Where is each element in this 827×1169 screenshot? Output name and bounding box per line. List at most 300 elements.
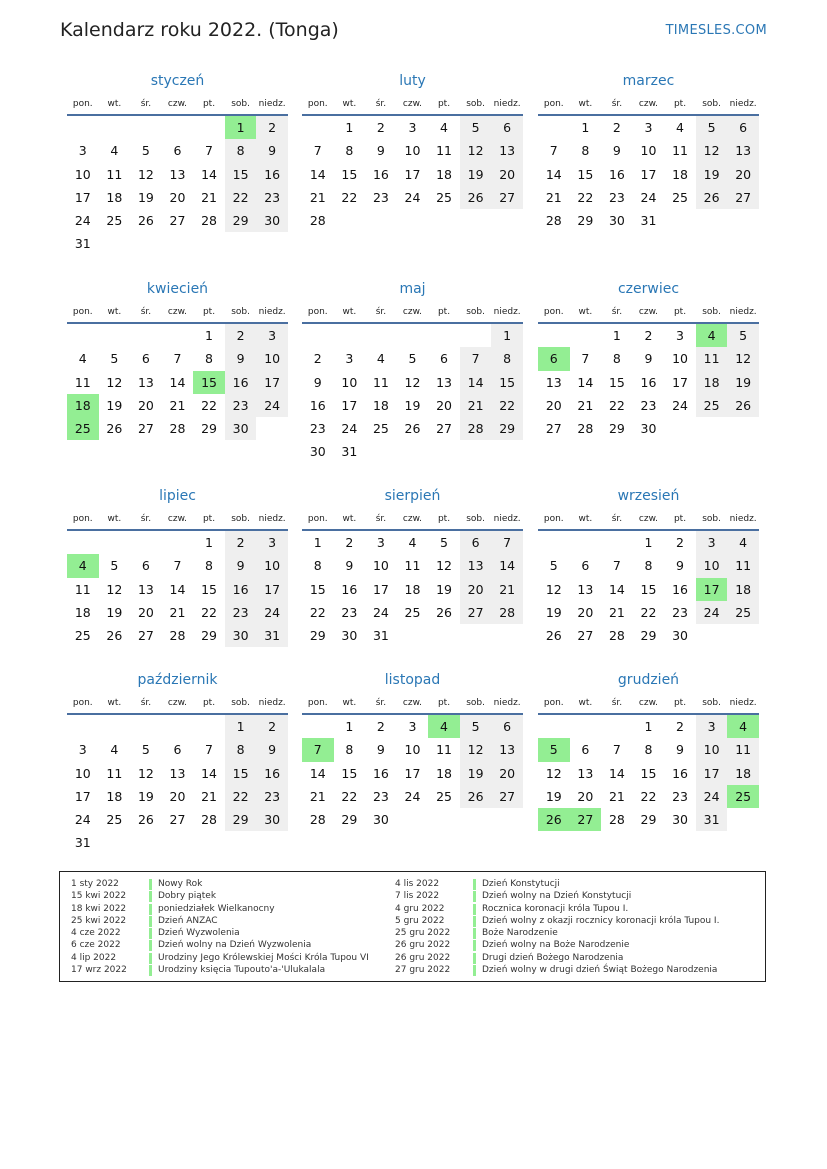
weekday-label: pt.: [202, 307, 216, 317]
day-cell: 23: [672, 604, 688, 620]
day-cell: 11: [106, 765, 123, 781]
day-cell: 10: [74, 765, 91, 781]
weekday-label: śr.: [375, 307, 387, 317]
weekday-label: sob.: [466, 514, 485, 524]
legend-date: 1 sty 2022: [71, 879, 119, 889]
legend-holiday-name: Dzień wolny w drugi dzień Świąt Bożego Narodzenia: [482, 965, 718, 976]
day-cell: 13: [436, 374, 452, 390]
day-cell: 20: [137, 397, 154, 413]
month-czerwiec: [538, 280, 759, 440]
empty-cell: [99, 715, 131, 738]
day-cell: 15: [608, 374, 625, 390]
day-cell: 10: [696, 738, 728, 761]
weekday-label: czw.: [402, 514, 422, 524]
weekday-label: pon.: [72, 307, 93, 317]
empty-cell: [334, 324, 366, 347]
day-cell: 4: [408, 535, 417, 550]
day-cell: 29: [225, 808, 257, 831]
day-cell: 16: [372, 166, 389, 182]
day-cell: 5: [408, 351, 417, 367]
legend-color-bar: [473, 904, 476, 915]
weekday-header: [67, 695, 288, 711]
day-cell: 19: [137, 788, 154, 804]
day-cell: 27: [577, 628, 594, 644]
day-cell: 6: [581, 558, 590, 574]
day-cell: 21: [577, 397, 594, 413]
day-cell: 18: [404, 581, 421, 597]
day-cell: 10: [640, 143, 657, 159]
weekday-label: wt.: [342, 514, 357, 524]
day-cell: 21: [460, 394, 492, 417]
weekday-label: czw.: [638, 99, 658, 109]
weekday-label: wt.: [578, 307, 593, 317]
day-cell: 26: [727, 394, 759, 417]
day-cell: 31: [640, 213, 657, 229]
day-cell: 19: [106, 604, 123, 620]
day-cell: 16: [256, 762, 288, 785]
day-cell: 21: [169, 604, 186, 620]
day-cell: 5: [141, 742, 150, 758]
day-cell: 16: [341, 581, 358, 597]
month-name: wrzesień: [617, 488, 680, 504]
day-grid: [302, 531, 523, 647]
day-cell: 28: [309, 812, 326, 828]
month-listopad: [302, 671, 523, 831]
day-cell: 18: [106, 189, 123, 205]
day-cell: 14: [169, 374, 186, 390]
empty-cell: [99, 324, 131, 347]
day-grid: [302, 116, 523, 232]
holiday-day-cell: 4: [727, 715, 759, 738]
day-cell: 24: [696, 785, 728, 808]
day-cell: 3: [644, 120, 653, 135]
day-cell: 28: [309, 213, 326, 229]
day-cell: 21: [608, 604, 625, 620]
day-cell: 7: [205, 143, 213, 159]
legend-color-bar: [473, 891, 476, 902]
day-cell: 30: [256, 808, 288, 831]
weekday-label: czw.: [167, 514, 187, 524]
month-lipiec: [67, 487, 288, 647]
empty-cell: [67, 715, 99, 738]
weekday-label: czw.: [638, 698, 658, 708]
day-cell: 1: [205, 535, 213, 550]
day-cell: 16: [672, 765, 688, 781]
day-cell: 16: [256, 163, 288, 186]
legend-date: 4 lip 2022: [71, 952, 117, 963]
weekday-label: śr.: [375, 698, 387, 708]
month-name: styczeń: [150, 73, 205, 89]
day-cell: 12: [696, 139, 728, 162]
day-cell: 2: [225, 531, 257, 554]
day-grid: [538, 531, 759, 647]
day-cell: 17: [256, 371, 288, 394]
legend-color-bar: [149, 965, 152, 976]
day-cell: 12: [106, 581, 123, 597]
day-cell: 3: [78, 742, 87, 758]
day-cell: 15: [225, 163, 257, 186]
day-cell: 30: [608, 213, 625, 229]
day-cell: 10: [372, 558, 389, 574]
day-cell: 6: [491, 715, 523, 738]
day-cell: 24: [672, 397, 688, 413]
day-cell: 20: [436, 397, 452, 413]
legend-item: [71, 903, 369, 915]
empty-cell: [130, 324, 162, 347]
day-cell: 4: [78, 351, 87, 367]
day-cell: 11: [404, 558, 421, 574]
day-cell: 19: [460, 762, 492, 785]
weekday-label: pon.: [543, 514, 564, 524]
legend-color-bar: [473, 916, 476, 927]
day-cell: 17: [672, 374, 688, 390]
weekday-label: pt.: [673, 99, 687, 109]
day-cell: 30: [640, 421, 657, 437]
day-cell: 6: [141, 558, 150, 574]
day-cell: 19: [137, 189, 154, 205]
weekday-label: śr.: [375, 99, 387, 109]
day-cell: 15: [309, 581, 326, 597]
day-cell: 11: [372, 374, 389, 390]
day-cell: 3: [696, 715, 728, 738]
day-cell: 20: [169, 189, 186, 205]
weekday-label: pt.: [202, 514, 216, 524]
day-cell: 18: [372, 397, 389, 413]
weekday-header: [538, 96, 759, 112]
weekday-label: czw.: [402, 307, 422, 317]
day-cell: 25: [404, 604, 421, 620]
day-cell: 10: [74, 166, 91, 182]
day-cell: 11: [436, 143, 452, 159]
month-name: listopad: [384, 672, 441, 688]
empty-cell: [302, 715, 334, 738]
day-cell: 28: [577, 421, 594, 437]
day-cell: 11: [74, 374, 91, 390]
weekday-label: sob.: [702, 514, 721, 524]
day-cell: 29: [608, 421, 625, 437]
empty-cell: [67, 116, 99, 139]
legend-holiday-name: Urodziny Jego Królewskiej Mości Króla Tupou VI: [158, 952, 369, 963]
holiday-day-cell: 4: [428, 715, 460, 738]
day-cell: 28: [608, 812, 625, 828]
month-name: marzec: [622, 73, 675, 89]
day-cell: 19: [106, 397, 123, 413]
day-cell: 13: [577, 765, 594, 781]
day-cell: 21: [309, 189, 326, 205]
day-cell: 14: [309, 166, 326, 182]
day-cell: 24: [341, 421, 358, 437]
day-cell: 21: [608, 788, 625, 804]
legend-date: 4 cze 2022: [71, 928, 121, 939]
day-cell: 30: [309, 444, 326, 460]
day-cell: 3: [345, 351, 354, 367]
day-cell: 19: [727, 371, 759, 394]
legend-color-bar: [149, 928, 152, 939]
legend-holiday-name: poniedziałek Wielkanocny: [158, 903, 275, 914]
day-cell: 31: [74, 835, 91, 851]
weekday-label: sob.: [231, 307, 250, 317]
day-cell: 18: [727, 578, 759, 601]
day-cell: 3: [696, 531, 728, 554]
weekday-label: czw.: [402, 698, 422, 708]
day-cell: 20: [727, 163, 759, 186]
day-cell: 6: [173, 143, 182, 159]
weekday-header: [302, 511, 523, 527]
day-cell: 24: [256, 601, 288, 624]
day-cell: 3: [256, 531, 288, 554]
day-cell: 28: [608, 628, 625, 644]
legend-item: [395, 927, 719, 939]
day-cell: 15: [640, 765, 657, 781]
weekday-label: niedz.: [729, 514, 757, 524]
day-cell: 13: [491, 738, 523, 761]
legend-color-bar: [473, 953, 476, 964]
month-styczeń: [67, 72, 288, 256]
day-cell: 30: [225, 624, 257, 647]
day-cell: 4: [440, 120, 448, 135]
empty-cell: [570, 715, 602, 738]
month-wrzesień: [538, 487, 759, 647]
day-cell: 23: [372, 189, 389, 205]
day-cell: 5: [141, 143, 150, 159]
legend-holiday-name: Dzień Konstytucji: [482, 879, 560, 889]
day-cell: 25: [727, 601, 759, 624]
day-cell: 27: [169, 812, 186, 828]
day-cell: 12: [727, 347, 759, 370]
day-cell: 8: [225, 139, 257, 162]
month-maj: [302, 280, 523, 464]
weekday-label: sob.: [466, 698, 485, 708]
day-cell: 2: [345, 535, 354, 550]
weekday-header: [302, 304, 523, 320]
day-cell: 22: [225, 785, 257, 808]
day-cell: 23: [672, 788, 688, 804]
day-cell: 5: [110, 351, 119, 367]
day-cell: 20: [491, 163, 523, 186]
day-cell: 7: [173, 351, 182, 367]
day-cell: 10: [672, 351, 688, 367]
empty-cell: [365, 324, 397, 347]
month-name: grudzień: [617, 672, 680, 688]
day-cell: 13: [137, 374, 154, 390]
weekday-label: czw.: [638, 514, 658, 524]
day-cell: 8: [225, 738, 257, 761]
empty-cell: [570, 531, 602, 554]
day-cell: 16: [372, 765, 389, 781]
legend-item: [395, 890, 719, 902]
empty-cell: [428, 324, 460, 347]
day-cell: 20: [460, 578, 492, 601]
holiday-day-cell: 4: [696, 324, 728, 347]
weekday-label: pt.: [673, 514, 687, 524]
day-cell: 8: [345, 742, 354, 758]
legend-item: [395, 915, 719, 927]
day-cell: 15: [341, 166, 358, 182]
empty-cell: [302, 324, 334, 347]
legend-item: [71, 890, 369, 902]
day-cell: 25: [696, 394, 728, 417]
day-cell: 3: [408, 120, 417, 135]
weekday-label: sob.: [466, 307, 485, 317]
day-cell: 17: [696, 762, 728, 785]
day-grid: [67, 324, 288, 440]
day-cell: 20: [169, 788, 186, 804]
day-cell: 18: [696, 371, 728, 394]
site-logo-link[interactable]: TIMESLES.COM: [665, 23, 767, 38]
day-cell: 9: [376, 143, 385, 159]
day-cell: 29: [341, 812, 358, 828]
day-cell: 2: [225, 324, 257, 347]
day-grid: [67, 531, 288, 647]
weekday-label: śr.: [611, 698, 623, 708]
weekday-label: wt.: [342, 698, 357, 708]
empty-cell: [193, 116, 225, 139]
weekday-label: czw.: [167, 307, 187, 317]
day-cell: 7: [491, 531, 523, 554]
day-cell: 5: [727, 324, 759, 347]
day-cell: 23: [309, 421, 326, 437]
empty-cell: [538, 715, 570, 738]
weekday-label: niedz.: [258, 514, 286, 524]
day-cell: 28: [460, 417, 492, 440]
legend-color-bar: [149, 953, 152, 964]
day-cell: 22: [640, 604, 657, 620]
day-cell: 12: [545, 765, 562, 781]
day-cell: 25: [74, 628, 91, 644]
holiday-day-cell: 25: [67, 417, 99, 440]
day-cell: 17: [341, 397, 358, 413]
weekday-label: wt.: [107, 99, 122, 109]
day-cell: 1: [491, 324, 523, 347]
weekday-label: śr.: [140, 514, 152, 524]
holiday-day-cell: 6: [538, 347, 570, 370]
day-cell: 18: [672, 166, 688, 182]
day-cell: 4: [676, 120, 684, 135]
weekday-label: pt.: [437, 99, 451, 109]
day-cell: 15: [640, 581, 657, 597]
day-cell: 13: [169, 765, 186, 781]
day-cell: 2: [676, 719, 684, 734]
day-cell: 26: [460, 186, 492, 209]
weekday-label: niedz.: [493, 698, 521, 708]
day-cell: 17: [404, 166, 421, 182]
weekday-label: czw.: [402, 99, 422, 109]
day-cell: 18: [436, 765, 452, 781]
day-cell: 20: [577, 604, 594, 620]
day-cell: 29: [491, 417, 523, 440]
day-cell: 18: [74, 604, 91, 620]
legend-holiday-name: Dzień Wyzwolenia: [158, 928, 240, 939]
day-cell: 5: [696, 116, 728, 139]
empty-cell: [162, 324, 194, 347]
day-cell: 5: [110, 558, 119, 574]
day-cell: 1: [644, 719, 653, 734]
day-cell: 24: [74, 213, 91, 229]
weekday-label: pon.: [72, 99, 93, 109]
legend-item: [71, 939, 369, 951]
weekday-header: [538, 304, 759, 320]
weekday-label: sob.: [231, 698, 250, 708]
day-cell: 17: [372, 581, 389, 597]
legend-item: [71, 878, 369, 890]
day-cell: 22: [225, 186, 257, 209]
day-cell: 28: [169, 628, 186, 644]
legend-holiday-name: Dobry piątek: [158, 891, 217, 902]
weekday-label: pon.: [307, 514, 328, 524]
holiday-day-cell: 5: [538, 738, 570, 761]
day-cell: 9: [256, 738, 288, 761]
legend-item: [71, 952, 369, 964]
day-cell: 21: [169, 397, 186, 413]
legend-column-left: [71, 878, 369, 976]
day-cell: 14: [577, 374, 594, 390]
empty-cell: [397, 324, 429, 347]
weekday-label: czw.: [638, 307, 658, 317]
day-cell: 8: [644, 742, 653, 758]
day-cell: 5: [460, 116, 492, 139]
month-grudzień: [538, 671, 759, 831]
day-cell: 2: [256, 715, 288, 738]
weekday-header: [67, 96, 288, 112]
day-cell: 25: [672, 189, 688, 205]
day-cell: 26: [696, 186, 728, 209]
holiday-legend: [59, 871, 766, 982]
day-cell: 31: [74, 236, 91, 252]
day-grid: [67, 715, 288, 855]
day-cell: 15: [491, 371, 523, 394]
day-cell: 10: [256, 554, 288, 577]
day-cell: 15: [201, 581, 217, 597]
legend-color-bar: [149, 916, 152, 927]
day-cell: 26: [106, 628, 123, 644]
day-cell: 27: [137, 421, 154, 437]
day-cell: 31: [696, 808, 728, 831]
day-cell: 3: [408, 719, 417, 734]
legend-date: 7 lis 2022: [395, 891, 440, 902]
weekday-label: pon.: [543, 99, 564, 109]
weekday-header: [67, 304, 288, 320]
day-cell: 8: [491, 347, 523, 370]
day-cell: 24: [74, 812, 91, 828]
day-cell: 19: [436, 581, 452, 597]
holiday-day-cell: 26: [538, 808, 570, 831]
empty-cell: [193, 715, 225, 738]
day-cell: 6: [491, 116, 523, 139]
day-cell: 14: [201, 765, 217, 781]
day-cell: 27: [545, 421, 562, 437]
day-cell: 13: [460, 554, 492, 577]
legend-color-bar: [473, 928, 476, 939]
day-cell: 20: [137, 604, 154, 620]
day-cell: 27: [727, 186, 759, 209]
legend-item: [71, 927, 369, 939]
day-cell: 18: [727, 762, 759, 785]
legend-date: 18 kwi 2022: [71, 903, 127, 914]
legend-item: [395, 939, 719, 951]
empty-cell: [460, 324, 492, 347]
day-cell: 9: [676, 558, 684, 574]
empty-cell: [162, 116, 194, 139]
page-title: Kalendarz roku 2022. (Tonga): [60, 19, 339, 41]
legend-date: 27 gru 2022: [395, 965, 451, 976]
day-cell: 6: [141, 351, 150, 367]
day-cell: 9: [676, 742, 684, 758]
weekday-label: sob.: [231, 99, 250, 109]
day-cell: 2: [644, 328, 653, 343]
legend-date: 6 cze 2022: [71, 940, 121, 951]
day-cell: 25: [106, 812, 123, 828]
day-cell: 27: [137, 628, 154, 644]
